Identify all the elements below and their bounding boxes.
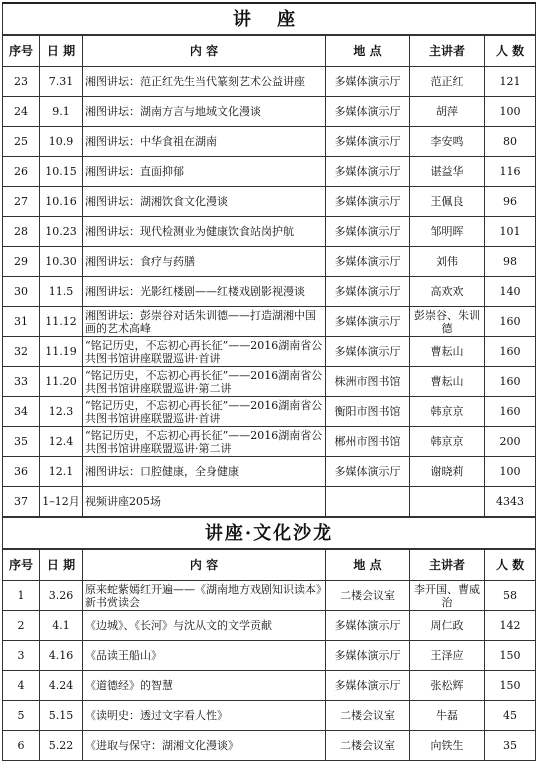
cell-content: 湘图讲坛：现代检测业为健康饮食站岗护航 xyxy=(83,217,326,247)
table-row xyxy=(3,731,536,761)
cell-place: 多媒体演示厅 xyxy=(326,187,410,217)
cell-speaker: 邹明晖 xyxy=(410,217,485,247)
cell-count: 150 xyxy=(485,671,536,701)
cell-count: 100 xyxy=(485,457,536,487)
cell-no: 3 xyxy=(3,641,40,671)
cell-no: 23 xyxy=(3,67,40,97)
table-row xyxy=(3,337,536,367)
table-header xyxy=(3,35,536,67)
cell-place: 多媒体演示厅 xyxy=(326,457,410,487)
cell-count: 160 xyxy=(485,397,536,427)
cell-content: 《边城》、《长河》与沈从文的文学贡献 xyxy=(83,611,326,641)
cell-date: 1–12月 xyxy=(40,487,83,517)
cell-content: 湘图讲坛：食疗与药膳 xyxy=(83,247,326,277)
cell-speaker: 李开国、曹威治 xyxy=(410,581,485,611)
cell-speaker: 王佩良 xyxy=(410,187,485,217)
cell-no: 5 xyxy=(3,701,40,731)
cell-place: 多媒体演示厅 xyxy=(326,67,410,97)
cell-speaker: 谢晓莉 xyxy=(410,457,485,487)
cell-date: 7.31 xyxy=(40,67,83,97)
table-row xyxy=(3,247,536,277)
cell-place: 多媒体演示厅 xyxy=(326,157,410,187)
table-row xyxy=(3,157,536,187)
table-row xyxy=(3,457,536,487)
table-header xyxy=(3,549,536,581)
cell-speaker: 胡萍 xyxy=(410,97,485,127)
cell-date: 10.16 xyxy=(40,187,83,217)
header-date: 日 期 xyxy=(40,35,83,67)
cell-count: 4343 xyxy=(485,487,536,517)
cell-place: 株洲市图书馆 xyxy=(326,367,410,397)
header-no: 序号 xyxy=(3,35,40,67)
cell-date: 11.20 xyxy=(40,367,83,397)
table-row xyxy=(3,367,536,397)
cell-date: 11.5 xyxy=(40,277,83,307)
table-row xyxy=(3,307,536,337)
cell-speaker: 谌益华 xyxy=(410,157,485,187)
cell-speaker: 高欢欢 xyxy=(410,277,485,307)
cell-no: 4 xyxy=(3,671,40,701)
cell-count: 100 xyxy=(485,97,536,127)
cell-content: 视频讲座205场 xyxy=(83,487,326,517)
cell-no: 30 xyxy=(3,277,40,307)
cell-date: 12.1 xyxy=(40,457,83,487)
cell-place: 二楼会议室 xyxy=(326,701,410,731)
cell-date: 10.23 xyxy=(40,217,83,247)
cell-content: 湘图讲坛：直面抑郁 xyxy=(83,157,326,187)
cell-count: 35 xyxy=(485,731,536,761)
cell-speaker: 王泽应 xyxy=(410,641,485,671)
cell-no: 29 xyxy=(3,247,40,277)
cell-place: 多媒体演示厅 xyxy=(326,611,410,641)
cell-date: 4.1 xyxy=(40,611,83,641)
cell-speaker: 牛磊 xyxy=(410,701,485,731)
table-row xyxy=(3,611,536,641)
cell-count: 142 xyxy=(485,611,536,641)
cell-place: 多媒体演示厅 xyxy=(326,127,410,157)
cell-no: 34 xyxy=(3,397,40,427)
cell-count: 80 xyxy=(485,127,536,157)
cell-speaker: 向铁生 xyxy=(410,731,485,761)
page xyxy=(2,2,535,761)
cell-place: 多媒体演示厅 xyxy=(326,307,410,337)
cell-place: 多媒体演示厅 xyxy=(326,217,410,247)
cell-date: 12.3 xyxy=(40,397,83,427)
cell-date: 11.19 xyxy=(40,337,83,367)
cell-date: 5.22 xyxy=(40,731,83,761)
cell-date: 9.1 xyxy=(40,97,83,127)
cell-count: 116 xyxy=(485,157,536,187)
header-content: 内 容 xyxy=(83,35,326,67)
cell-place: 多媒体演示厅 xyxy=(326,641,410,671)
cell-content: “铭记历史，不忘初心再长征”——2016湖南省公共图书馆讲座联盟巡讲·首讲 xyxy=(83,337,326,367)
cell-count: 160 xyxy=(485,307,536,337)
cell-date: 10.9 xyxy=(40,127,83,157)
cell-date: 10.30 xyxy=(40,247,83,277)
table-row xyxy=(3,217,536,247)
cell-speaker: 周仁政 xyxy=(410,611,485,641)
cell-speaker: 曹耘山 xyxy=(410,367,485,397)
cell-no: 25 xyxy=(3,127,40,157)
cell-count: 121 xyxy=(485,67,536,97)
cell-content: “铭记历史，不忘初心再长征”——2016湖南省公共图书馆讲座联盟巡讲·第二讲 xyxy=(83,427,326,457)
cell-content: 湘图讲坛：彭崇谷对话朱训德——打造湖湘中国画的艺术高峰 xyxy=(83,307,326,337)
cell-speaker: 李安鸣 xyxy=(410,127,485,157)
cell-date: 12.4 xyxy=(40,427,83,457)
cell-content: “铭记历史，不忘初心再长征”——2016湖南省公共图书馆讲座联盟巡讲·第二讲 xyxy=(83,367,326,397)
cell-count: 200 xyxy=(485,427,536,457)
section-title: 讲座·文化沙龙 xyxy=(3,518,536,550)
table-row xyxy=(3,277,536,307)
cell-no: 28 xyxy=(3,217,40,247)
cell-speaker: 曹耘山 xyxy=(410,337,485,367)
header-date: 日 期 xyxy=(40,549,83,581)
cell-place: 多媒体演示厅 xyxy=(326,337,410,367)
cell-content: 《进取与保守：湖湘文化漫谈》 xyxy=(83,731,326,761)
cell-count: 101 xyxy=(485,217,536,247)
cell-content: 湘图讲坛：湖南方言与地域文化漫谈 xyxy=(83,97,326,127)
table-row xyxy=(3,187,536,217)
cell-count: 160 xyxy=(485,367,536,397)
cell-no: 37 xyxy=(3,487,40,517)
table-row xyxy=(3,427,536,457)
table-row xyxy=(3,701,536,731)
cell-no: 33 xyxy=(3,367,40,397)
header-count: 人 数 xyxy=(485,35,536,67)
cell-count: 98 xyxy=(485,247,536,277)
cell-content: 湘图讲坛：湖湘饮食文化漫谈 xyxy=(83,187,326,217)
table-row xyxy=(3,641,536,671)
header-count: 人 数 xyxy=(485,549,536,581)
cell-date: 10.15 xyxy=(40,157,83,187)
cell-speaker: 范正红 xyxy=(410,67,485,97)
table-row xyxy=(3,97,536,127)
cell-place: 郴州市图书馆 xyxy=(326,427,410,457)
table-row xyxy=(3,671,536,701)
section-title: 讲 座 xyxy=(3,3,536,35)
cell-content: 《品读王船山》 xyxy=(83,641,326,671)
header-speaker: 主讲者 xyxy=(410,549,485,581)
header-speaker: 主讲者 xyxy=(410,35,485,67)
cell-content: “铭记历史，不忘初心再长征”——2016湖南省公共图书馆讲座联盟巡讲·首讲 xyxy=(83,397,326,427)
cell-count: 140 xyxy=(485,277,536,307)
cell-count: 96 xyxy=(485,187,536,217)
salon-table xyxy=(2,517,536,761)
cell-content: 湘图讲坛：口腔健康，全身健康 xyxy=(83,457,326,487)
cell-place: 二楼会议室 xyxy=(326,581,410,611)
table-row xyxy=(3,487,536,517)
cell-count: 58 xyxy=(485,581,536,611)
cell-no: 27 xyxy=(3,187,40,217)
cell-no: 26 xyxy=(3,157,40,187)
cell-content: 湘图讲坛：光影红楼剧——红楼戏剧影视漫谈 xyxy=(83,277,326,307)
cell-no: 1 xyxy=(3,581,40,611)
table-row xyxy=(3,581,536,611)
header-place: 地 点 xyxy=(326,35,410,67)
cell-place: 多媒体演示厅 xyxy=(326,671,410,701)
cell-place: 二楼会议室 xyxy=(326,731,410,761)
cell-no: 32 xyxy=(3,337,40,367)
cell-no: 6 xyxy=(3,731,40,761)
lecture-table xyxy=(2,2,536,517)
cell-count: 160 xyxy=(485,337,536,367)
header-no: 序号 xyxy=(3,549,40,581)
cell-no: 31 xyxy=(3,307,40,337)
cell-place: 多媒体演示厅 xyxy=(326,97,410,127)
cell-content: 《道德经》的智慧 xyxy=(83,671,326,701)
cell-speaker: 刘伟 xyxy=(410,247,485,277)
cell-place: 衡阳市图书馆 xyxy=(326,397,410,427)
cell-date: 5.15 xyxy=(40,701,83,731)
cell-no: 24 xyxy=(3,97,40,127)
cell-no: 35 xyxy=(3,427,40,457)
cell-no: 36 xyxy=(3,457,40,487)
cell-place xyxy=(326,487,410,517)
cell-date: 4.24 xyxy=(40,671,83,701)
cell-content: 原来蛇紫嫣红开遍——《湖南地方戏剧知识读本》新书赏读会 xyxy=(83,581,326,611)
cell-speaker: 韩京京 xyxy=(410,427,485,457)
cell-content: 湘图讲坛：中华食祖在湖南 xyxy=(83,127,326,157)
cell-count: 150 xyxy=(485,641,536,671)
cell-speaker: 张松辉 xyxy=(410,671,485,701)
cell-place: 多媒体演示厅 xyxy=(326,277,410,307)
cell-content: 湘图讲坛：范正红先生当代篆刻艺术公益讲座 xyxy=(83,67,326,97)
table-row xyxy=(3,127,536,157)
cell-speaker xyxy=(410,487,485,517)
cell-place: 多媒体演示厅 xyxy=(326,247,410,277)
table-row xyxy=(3,67,536,97)
header-content: 内 容 xyxy=(83,549,326,581)
cell-content: 《读明史：透过文字看人性》 xyxy=(83,701,326,731)
cell-date: 3.26 xyxy=(40,581,83,611)
cell-count: 45 xyxy=(485,701,536,731)
cell-no: 2 xyxy=(3,611,40,641)
table-row xyxy=(3,397,536,427)
cell-speaker: 彭崇谷、朱训德 xyxy=(410,307,485,337)
header-place: 地 点 xyxy=(326,549,410,581)
cell-date: 4.16 xyxy=(40,641,83,671)
cell-speaker: 韩京京 xyxy=(410,397,485,427)
cell-date: 11.12 xyxy=(40,307,83,337)
